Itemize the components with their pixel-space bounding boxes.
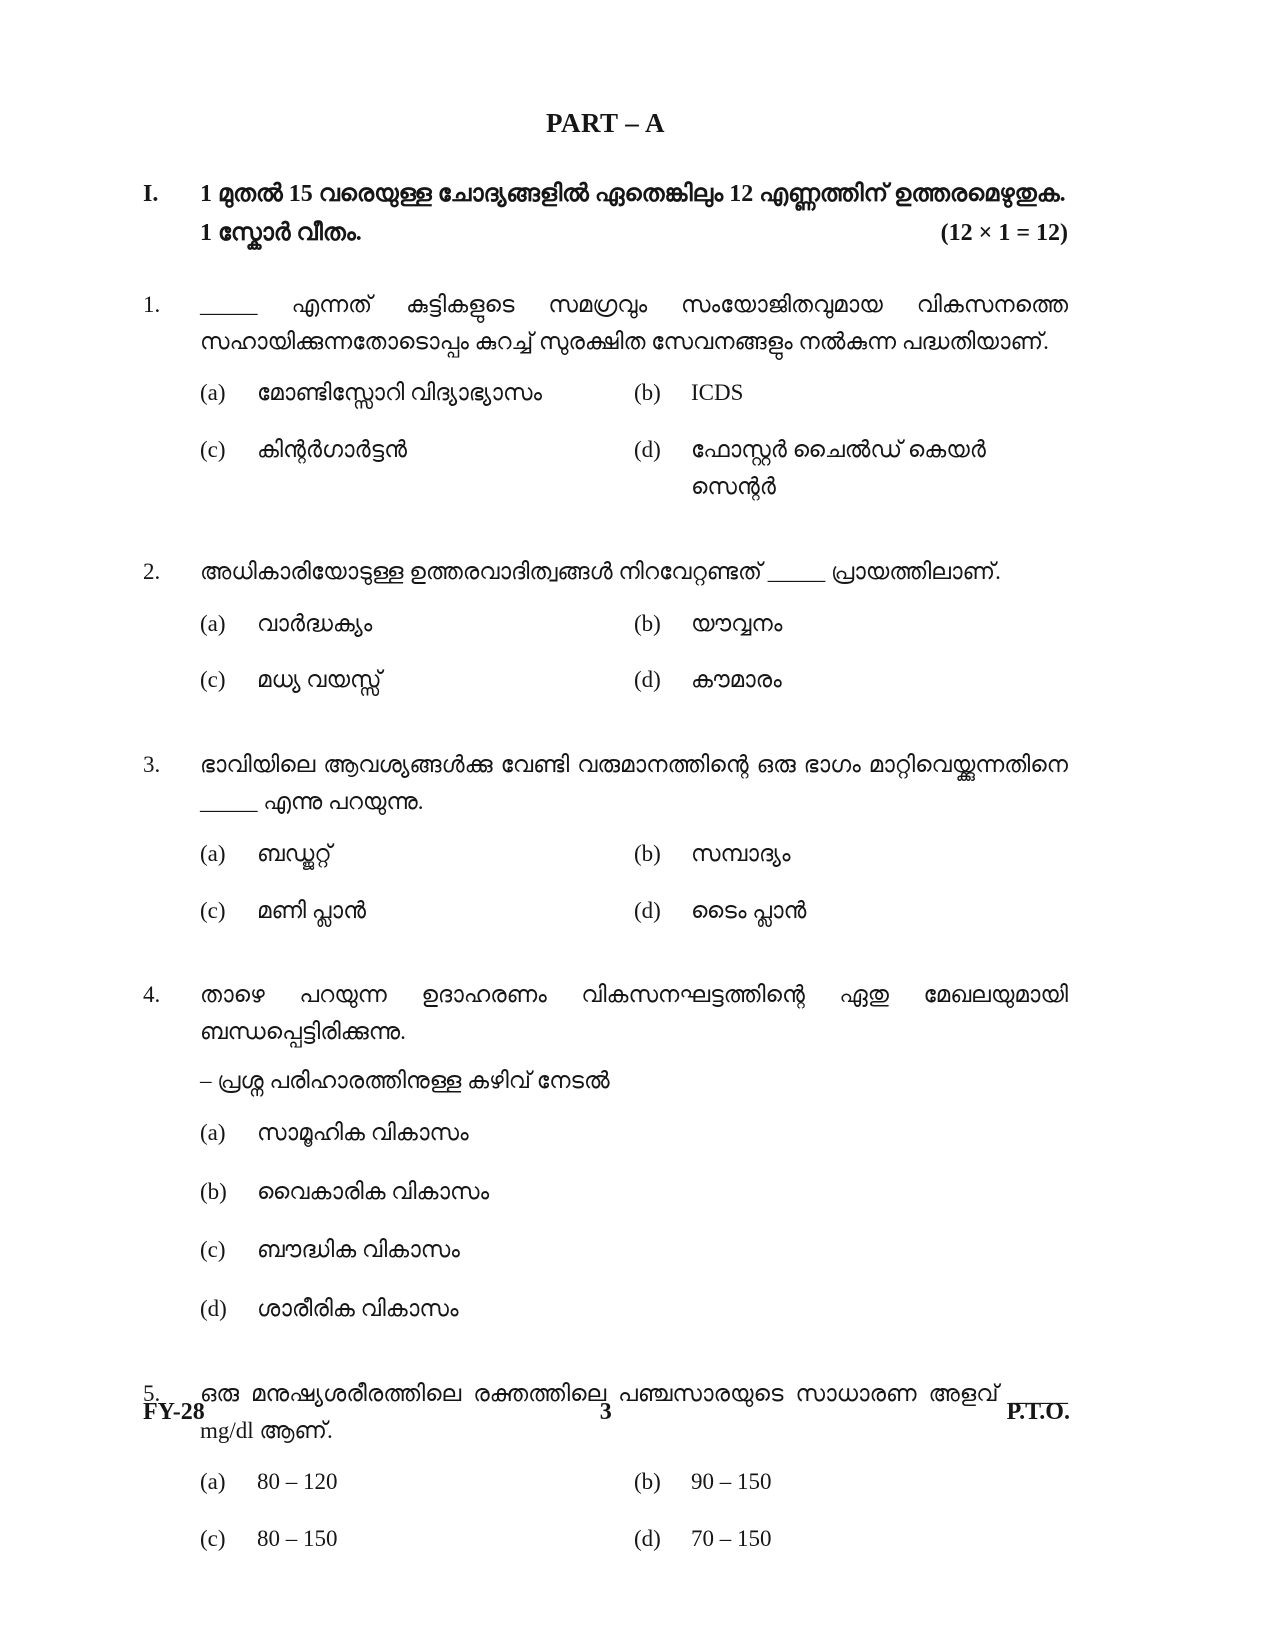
option-label: (b) <box>634 840 661 866</box>
option <box>200 375 634 412</box>
option <box>200 432 634 506</box>
option-text: സാമൂഹിക വികാസം <box>257 1119 469 1145</box>
question-body <box>200 977 1068 1328</box>
question-text-line: സഹായിക്കുന്നതോടൊപ്പം കുറച്ച് സുരക്ഷിത സേവനങ്ങളും നൽകുന്ന പദ്ധതിയാണ്. <box>200 328 1049 354</box>
option-text: 70 – 150 <box>691 1526 772 1552</box>
option-label: (b) <box>634 380 661 406</box>
question-text-line: ഭാവിയിലെ ആവശ്യങ്ങൾക്കു വേണ്ടി വരുമാനത്തിന്റെ ഒരു ഭാഗം മാറ്റിവെയ്ക്കുന്നതിനെ <box>200 752 1068 778</box>
option <box>200 662 634 699</box>
question-body <box>200 747 1068 929</box>
option <box>634 432 1068 506</box>
option-label: (b) <box>200 1178 227 1204</box>
option-label: (c) <box>200 667 226 693</box>
question-number: 1. <box>143 291 161 317</box>
part-title: PART – A <box>545 108 666 138</box>
question-text-line: താഴെ പറയുന്ന ഉദാഹരണം വികസനഘട്ടത്തിന്റെ ഏതു മേഖലയുമായി <box>200 982 1068 1008</box>
question-subtext: – പ്രശ്ന പരിഹാരത്തിനുള്ള കഴിവ് നേടൽ <box>200 1067 610 1093</box>
option <box>634 375 1068 412</box>
option <box>200 893 634 930</box>
question-body <box>200 554 1068 699</box>
option-label: (c) <box>200 1237 226 1263</box>
option-label: (a) <box>200 380 226 406</box>
section-instruction-line1: 1 മുതൽ 15 വരെയുള്ള ചോദ്യങ്ങളിൽ ഏതെങ്കിലും 12 എണ്ണത്തിന് ഉത്തരമെഴുതുക. <box>200 181 1066 207</box>
option-label: (d) <box>634 437 661 463</box>
question-text-line: _____ എന്നു പറയുന്നു. <box>200 788 424 814</box>
option-text: മധ്യ വയസ്സ് <box>257 667 382 693</box>
option-label: (d) <box>200 1296 227 1322</box>
option-text: ICDS <box>691 380 744 406</box>
option-label: (b) <box>634 610 661 636</box>
option <box>200 1521 634 1558</box>
option <box>200 606 634 643</box>
option-text: ഫോസ്റ്റർ ചൈൽഡ് കെയർ സെന്റർ <box>691 437 986 499</box>
option <box>634 662 1068 699</box>
option-label: (a) <box>200 840 226 866</box>
option-label: (c) <box>200 437 226 463</box>
question <box>143 287 1068 506</box>
option-text: ബൗദ്ധിക വികാസം <box>257 1237 460 1263</box>
options-list <box>200 1464 1068 1558</box>
options-list <box>200 606 1068 700</box>
option-text: വൈകാരിക വികാസം <box>257 1178 490 1204</box>
questions-list <box>143 287 1068 1558</box>
option-text: 80 – 150 <box>257 1526 338 1552</box>
option-text: 90 – 150 <box>691 1469 772 1495</box>
option-label: (d) <box>634 1526 661 1552</box>
footer-paper-code: FY-28 <box>143 1399 205 1425</box>
question-body <box>200 287 1068 506</box>
question-number: 5. <box>143 1380 161 1406</box>
option-text: കിന്റർഗാർട്ടൻ <box>257 437 407 463</box>
question-number: 3. <box>143 752 161 778</box>
footer-pto: P.T.O. <box>1006 1399 1070 1425</box>
option <box>634 836 1068 873</box>
option-label: (d) <box>634 667 661 693</box>
option-label: (c) <box>200 1526 226 1552</box>
option-text: സമ്പാദ്യം <box>691 840 791 866</box>
question-number: 2. <box>143 558 161 584</box>
question-number: 4. <box>143 982 161 1008</box>
option-label: (a) <box>200 1119 226 1145</box>
options-list <box>200 836 1068 930</box>
question-text <box>200 977 1068 1051</box>
option-text: ടൈം പ്ലാൻ <box>691 897 807 923</box>
option <box>200 836 634 873</box>
option-text: യൗവ്വനം <box>691 610 783 636</box>
section-numeral: I. <box>143 181 159 207</box>
question-text <box>200 554 1068 591</box>
option-text: കൗമാരം <box>691 667 782 693</box>
page-footer <box>143 1399 1070 1426</box>
option-label: (c) <box>200 897 226 923</box>
question <box>143 554 1068 699</box>
option <box>200 1291 1068 1328</box>
question-text-line: ബന്ധപ്പെട്ടിരിക്കുന്നു. <box>200 1019 406 1045</box>
section-instruction <box>143 175 1068 253</box>
section-marks: (12 × 1 = 12) <box>940 219 1068 246</box>
section-instruction-line2-row <box>200 214 1068 253</box>
option <box>634 606 1068 643</box>
option-text: 80 – 120 <box>257 1469 338 1495</box>
option <box>200 1115 1068 1152</box>
question-text-line: അധികാരിയോടുള്ള ഉത്തരവാദിത്വങ്ങൾ നിറവേറ്റണ്ടത് _____ പ്രായത്തിലാണ്. <box>200 558 1001 584</box>
question <box>143 977 1068 1328</box>
options-list <box>200 375 1068 505</box>
question <box>143 747 1068 929</box>
option-text: മണി പ്ലാൻ <box>257 897 366 923</box>
option-text: മോണ്ടിസ്സോറി വിദ്യാഭ്യാസം <box>257 380 543 406</box>
question-text-line: ഒരു മനുഷ്യശരീരത്തിലെ രക്തത്തിലെ പഞ്ചസാരയുടെ സാധാരണ അളവ് _____ <box>200 1380 1068 1406</box>
option-label: (a) <box>200 610 226 636</box>
question-text <box>200 287 1068 361</box>
question-text <box>200 747 1068 821</box>
question-text-line: _____ എന്നത് കുട്ടികളുടെ സമഗ്രവും സംയോജിതവുമായ വികസനത്തെ <box>200 291 1068 317</box>
option <box>634 1464 1068 1501</box>
options-list <box>200 1115 1068 1328</box>
section-instruction-body <box>200 175 1068 253</box>
question-text-line: mg/dl ആണ്. <box>200 1417 333 1443</box>
footer-page-number: 3 <box>599 1399 612 1425</box>
option <box>634 893 1068 930</box>
option <box>200 1464 634 1501</box>
option <box>634 1521 1068 1558</box>
option-text: ബഡ്ജറ്റ് <box>257 840 332 866</box>
option-text: വാർദ്ധക്യം <box>257 610 373 636</box>
section-instruction-line2: 1 സ്കോർ വീതം. <box>200 219 362 246</box>
option-label: (b) <box>634 1469 661 1495</box>
option <box>200 1232 1068 1269</box>
option-label: (a) <box>200 1469 226 1495</box>
option <box>200 1174 1068 1211</box>
option-label: (d) <box>634 897 661 923</box>
option-text: ശാരീരിക വികാസം <box>257 1296 459 1322</box>
